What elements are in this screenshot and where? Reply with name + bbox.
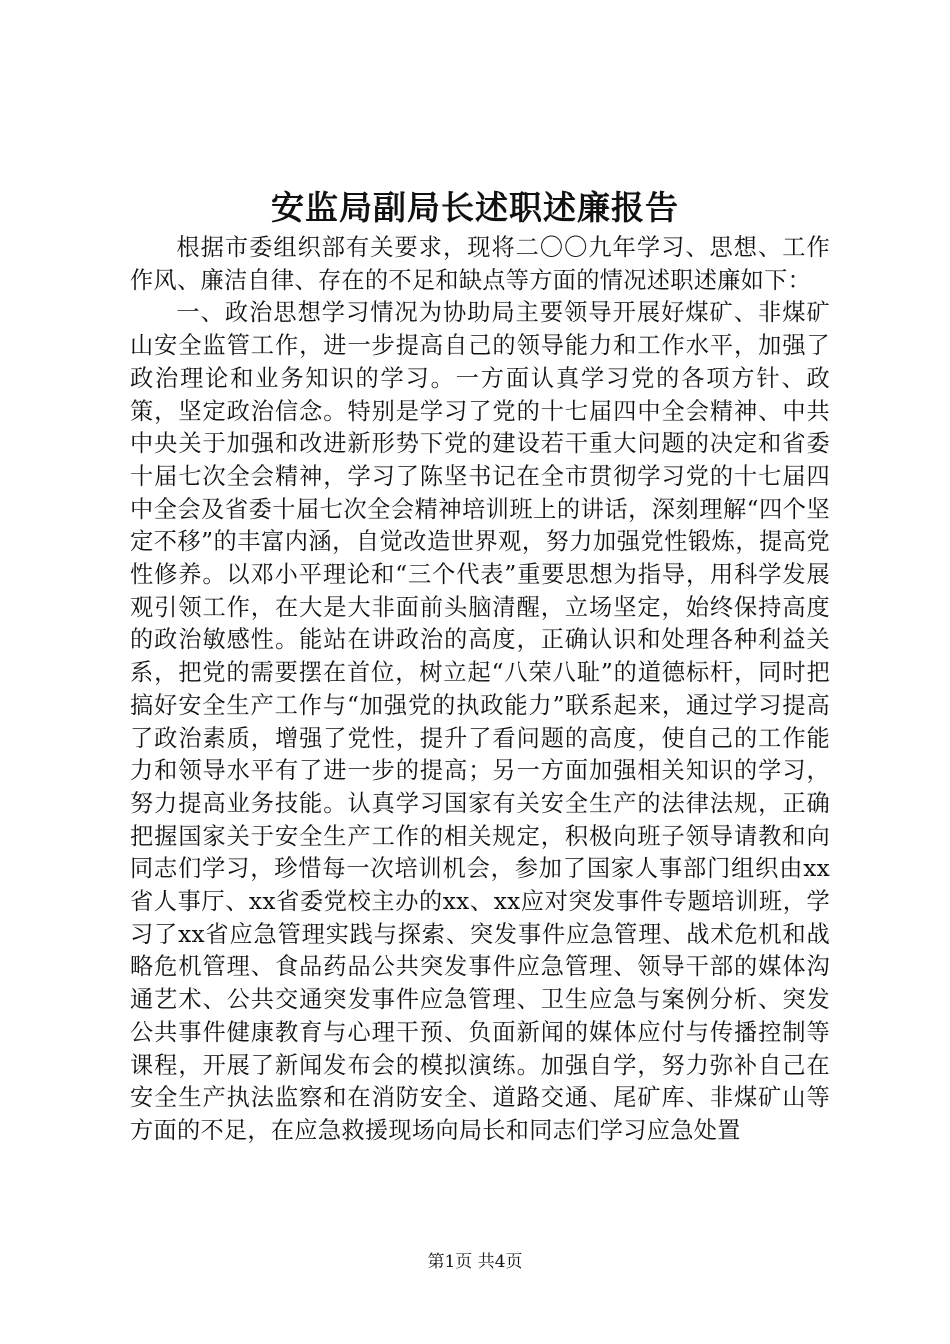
paragraph-intro: 根据市委组织部有关要求，现将二〇〇九年学习、思想、工作作风、廉洁自律、存在的不足和缺点等方面的情况述职述廉如下：	[130, 234, 830, 294]
document-title: 安监局副局长述职述廉报告	[271, 188, 679, 227]
document-body	[130, 232, 830, 1148]
paragraph-political-study: 一、政治思想学习情况为协助局主要领导开展好煤矿、非煤矿山安全监管工作，进一步提高自己的领导能力和工作水平，加强了政治理论和业务知识的学习。一方面认真学习党的各项方针、政策，坚定政治信念。特别是学习了党的十七届四中全会精神、中共中央关于加强和改进新形势下党的建设若干重大问题的决定和省委十届七次全会精神，学习了陈坚书记在全市贯彻学习党的十七届四中全会及省委十届七次全会精神培训班上的讲话，深刻理解“四个坚定不移”的丰富内涵，自觉改造世界观，努力加强党性锻炼，提高党性修养。以邓小平理论和“三个代表”重要思想为指导，用科学发展观引领工作，在大是大非面前头脑清醒，立场坚定，始终保持高度的政治敏感性。能站在讲政治的高度，正确认识和处理各种利益关系，把党的需要摆在首位，树立起“八荣八耻”的道德标杆，同时把搞好安全生产工作与“加强党的执政能力”联系起来，通过学习提高了政治素质，增强了党性，提升了看问题的高度，使自己的工作能力和领导水平有了进一步的提高；另一方面加强相关知识的学习，努力提高业务技能。认真学习国家有关安全生产的法律法规，正确把握国家关于安全生产工作的相关规定，积极向班子领导请教和向同志们学习，珍惜每一次培训机会，参加了国家人事部门组织由xx省人事厅、xx省委党校主办的xx、xx应对突发事件专题培训班，学习了xx省应急管理实践与探索、突发事件应急管理、战术危机和战略危机管理、食品药品公共突发事件应急管理、领导干部的媒体沟通艺术、公共交通突发事件应急管理、卫生应急与案例分析、突发公共事件健康教育与心理干预、负面新闻的媒体应付与传播控制等课程，开展了新闻发布会的模拟演练。加强自学，努力弥补自己在安全生产执法监察和在消防安全、道路交通、尾矿库、非煤矿山等方面的不足，在应急救援现场向局长和同志们学习应急处置	[130, 299, 830, 1144]
page-number-footer: 第1页 共4页	[427, 1252, 523, 1272]
